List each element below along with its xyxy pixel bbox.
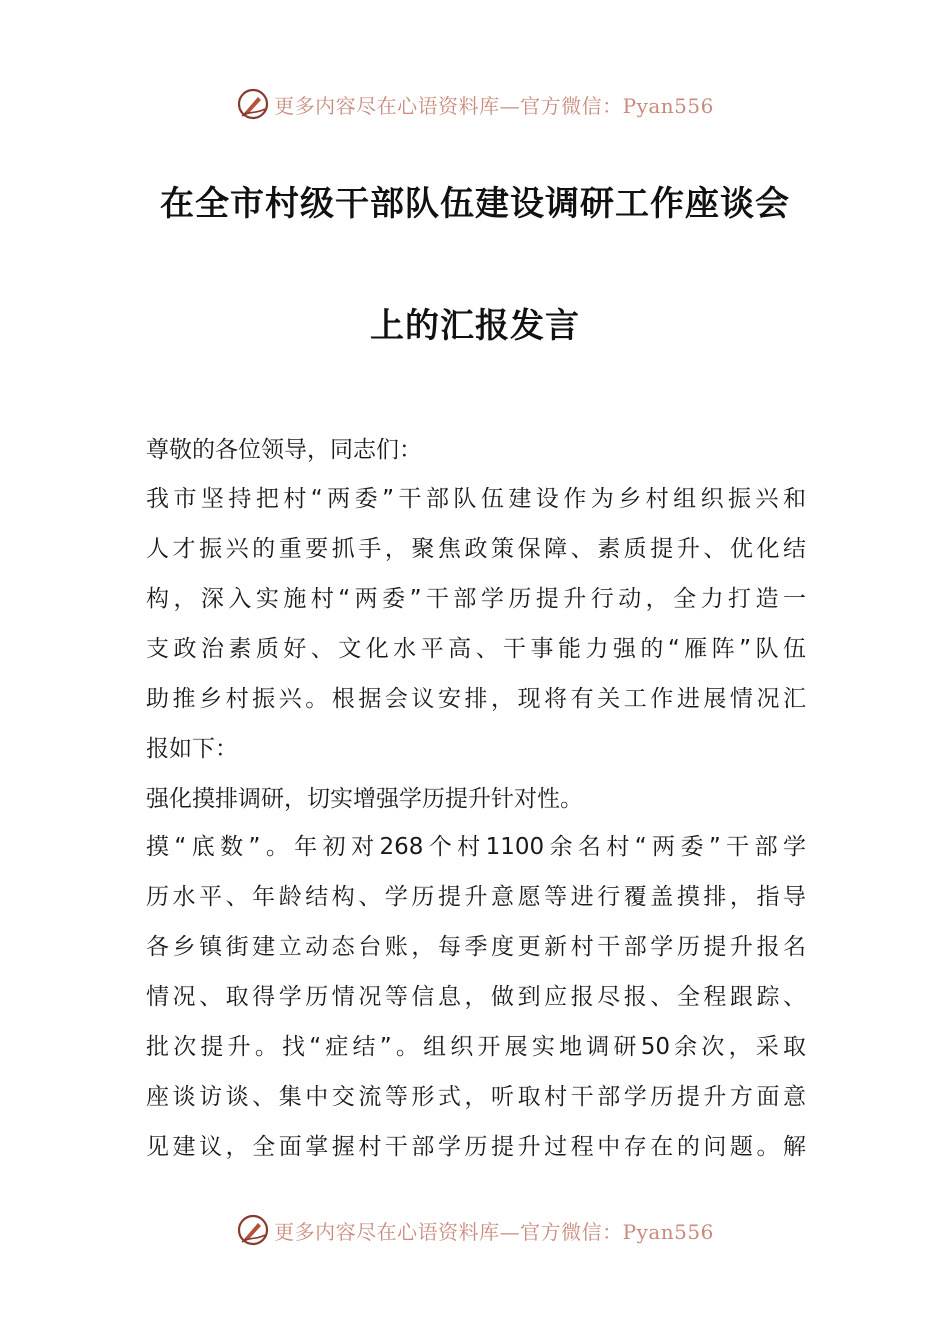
watermark-footer (0, 1208, 950, 1252)
paragraph-line: 历水平、年龄结构、学历提升意愿等进行覆盖摸排，指导 (146, 884, 806, 910)
watermark-header (0, 82, 950, 126)
paragraph-line: 人才振兴的重要抓手，聚焦政策保障、素质提升、优化结 (146, 536, 806, 562)
document-title-line-2: 上的汇报发言 (370, 306, 580, 346)
paragraph-line: 支政治素质好、文化水平高、干事能力强的“雁阵”队伍 (146, 636, 806, 662)
section-heading: 强化摸排调研，切实增强学历提升针对性。 (146, 786, 583, 812)
document-title-line-1: 在全市村级干部队伍建设调研工作座谈会 (160, 184, 790, 224)
paragraph-line: 各乡镇街建立动态台账，每季度更新村干部学历提升报名 (146, 934, 806, 960)
pen-logo-icon (236, 87, 270, 121)
watermark-text: 更多内容尽在心语资料库—官方微信：Pyan556 (274, 1219, 714, 1244)
paragraph-line: 情况、取得学历情况等信息，做到应报尽报、全程跟踪、 (146, 984, 806, 1010)
pen-logo-icon (236, 1213, 270, 1247)
paragraph-line: 见建议，全面掌握村干部学历提升过程中存在的问题。解 (146, 1134, 806, 1160)
paragraph-line: 助推乡村振兴。根据会议安排，现将有关工作进展情况汇 (146, 686, 806, 712)
salutation: 尊敬的各位领导，同志们： (146, 437, 422, 463)
paragraph-line: 报如下： (146, 736, 238, 762)
paragraph-line: 座谈访谈、集中交流等形式，听取村干部学历提升方面意 (146, 1084, 806, 1110)
paragraph-line: 摸“底数”。年初对268个村1100余名村“两委”干部学 (146, 834, 806, 860)
paragraph-line: 我市坚持把村“两委”干部队伍建设作为乡村组织振兴和 (146, 486, 806, 512)
paragraph-line: 构，深入实施村“两委”干部学历提升行动，全力打造一 (146, 586, 806, 612)
paragraph-line: 批次提升。找“症结”。组织开展实地调研50余次，采取 (146, 1034, 806, 1060)
watermark-text: 更多内容尽在心语资料库—官方微信：Pyan556 (274, 93, 714, 118)
